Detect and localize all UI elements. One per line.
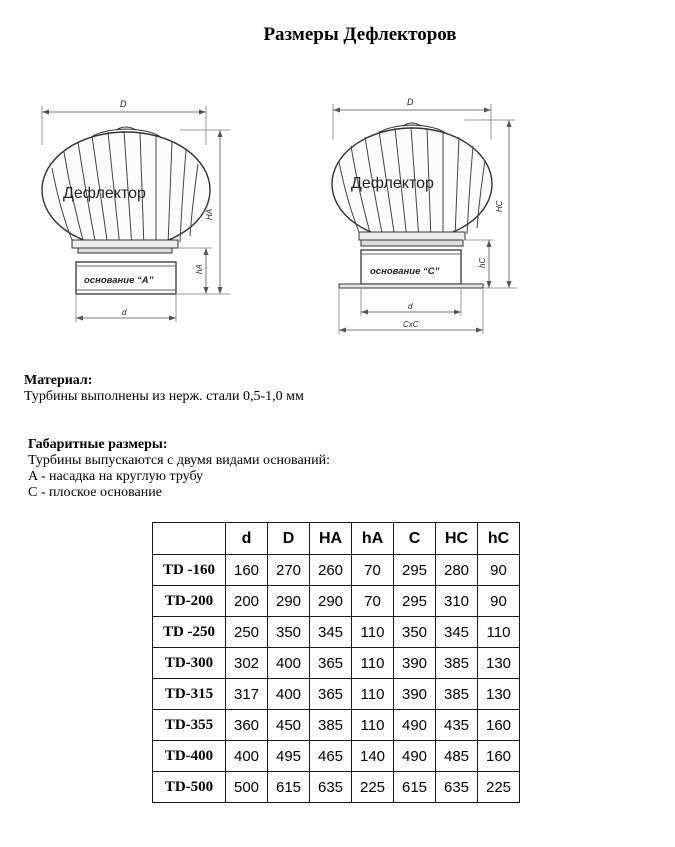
- table-cell: 310: [436, 586, 478, 617]
- table-cell: 160: [478, 710, 520, 741]
- table-cell: 615: [394, 772, 436, 803]
- dimensions-line: C - плоское основание: [28, 485, 162, 500]
- table-cell: 140: [352, 741, 394, 772]
- table-cell: 390: [394, 679, 436, 710]
- column-header: HA: [310, 523, 352, 555]
- table-cell: 345: [436, 617, 478, 648]
- table-cell: 450: [268, 710, 310, 741]
- table-cell: 110: [352, 679, 394, 710]
- table-cell: 110: [352, 648, 394, 679]
- dimensions-line: Турбины выпускаются с двумя видами оснований:: [28, 453, 331, 468]
- deflector-drawing-a: [30, 90, 230, 340]
- column-header: [153, 523, 226, 555]
- model-cell: TD -250: [153, 617, 226, 648]
- column-header: HC: [436, 523, 478, 555]
- table-cell: 160: [226, 555, 268, 586]
- model-cell: TD-200: [153, 586, 226, 617]
- table-row: [153, 617, 520, 648]
- table-cell: 70: [352, 586, 394, 617]
- table-cell: 70: [352, 555, 394, 586]
- table-cell: 225: [478, 772, 520, 803]
- table-cell: 250: [226, 617, 268, 648]
- table-row: [153, 772, 520, 803]
- table-cell: 490: [394, 741, 436, 772]
- table-cell: 280: [436, 555, 478, 586]
- material-heading: Материал:: [24, 373, 93, 388]
- table-cell: 350: [394, 617, 436, 648]
- table-cell: 90: [478, 586, 520, 617]
- table-row: [153, 679, 520, 710]
- model-cell: TD-355: [153, 710, 226, 741]
- deflector-drawing-c: [325, 90, 520, 340]
- dimensions-heading: Габаритные размеры:: [28, 437, 168, 452]
- table-cell: 130: [478, 648, 520, 679]
- turbine-label: Дефлектор: [63, 185, 146, 202]
- dim-label-CxC: CxC: [403, 320, 419, 329]
- table-cell: 485: [436, 741, 478, 772]
- dimensions-table: [152, 522, 520, 803]
- table-cell: 302: [226, 648, 268, 679]
- model-cell: TD-500: [153, 772, 226, 803]
- table-cell: 260: [310, 555, 352, 586]
- column-header: C: [394, 523, 436, 555]
- table-cell: 110: [478, 617, 520, 648]
- table-cell: 615: [268, 772, 310, 803]
- table-cell: 385: [436, 679, 478, 710]
- column-header: d: [226, 523, 268, 555]
- page-title: Размеры Дефлекторов: [263, 24, 457, 45]
- table-cell: 385: [436, 648, 478, 679]
- column-header: hC: [478, 523, 520, 555]
- table-cell: 270: [268, 555, 310, 586]
- dim-label-hA: hA: [195, 264, 204, 274]
- dim-label-D: D: [407, 97, 414, 107]
- table-cell: 160: [478, 741, 520, 772]
- deflector-c-svg: [325, 90, 520, 340]
- dimensions-section: [28, 437, 330, 501]
- table-row: [153, 586, 520, 617]
- table-cell: 350: [268, 617, 310, 648]
- table-cell: 390: [394, 648, 436, 679]
- table-cell: 465: [310, 741, 352, 772]
- table-row: [153, 555, 520, 586]
- table-header-row: [153, 523, 520, 555]
- model-cell: TD-300: [153, 648, 226, 679]
- table-cell: 435: [436, 710, 478, 741]
- dim-label-HA: HA: [205, 208, 214, 220]
- table-cell: 490: [394, 710, 436, 741]
- table-cell: 295: [394, 555, 436, 586]
- dim-label-d: d: [408, 302, 413, 311]
- table-row: [153, 741, 520, 772]
- material-text: Турбины выполнены из нерж. стали 0,5-1,0 мм: [24, 389, 304, 404]
- table-cell: 130: [478, 679, 520, 710]
- table-cell: 365: [310, 648, 352, 679]
- column-header: D: [268, 523, 310, 555]
- table-cell: 400: [226, 741, 268, 772]
- table-cell: 110: [352, 617, 394, 648]
- column-header: hA: [352, 523, 394, 555]
- table-cell: 635: [310, 772, 352, 803]
- deflector-a-svg: [30, 90, 230, 340]
- table-cell: 295: [394, 586, 436, 617]
- dim-label-hC: hC: [478, 257, 487, 268]
- base-label: основание “C”: [370, 266, 440, 277]
- table-cell: 495: [268, 741, 310, 772]
- table-cell: 400: [268, 679, 310, 710]
- dim-label-D: D: [120, 99, 127, 109]
- table-cell: 365: [310, 679, 352, 710]
- turbine-label: Дефлектор: [351, 175, 434, 192]
- table-cell: 200: [226, 586, 268, 617]
- table-cell: 360: [226, 710, 268, 741]
- table-cell: 225: [352, 772, 394, 803]
- table-cell: 635: [436, 772, 478, 803]
- table-cell: 290: [310, 586, 352, 617]
- table-cell: 110: [352, 710, 394, 741]
- table-cell: 385: [310, 710, 352, 741]
- table-cell: 500: [226, 772, 268, 803]
- table-cell: 290: [268, 586, 310, 617]
- table-cell: 317: [226, 679, 268, 710]
- table-cell: 345: [310, 617, 352, 648]
- table-row: [153, 710, 520, 741]
- model-cell: TD -160: [153, 555, 226, 586]
- base-label: основание “A”: [84, 275, 154, 286]
- dimensions-line: A - насадка на круглую трубу: [28, 469, 204, 484]
- dim-label-HC: HC: [495, 200, 504, 212]
- model-cell: TD-315: [153, 679, 226, 710]
- model-cell: TD-400: [153, 741, 226, 772]
- table-cell: 400: [268, 648, 310, 679]
- table-row: [153, 648, 520, 679]
- dim-label-d: d: [122, 308, 127, 317]
- table-cell: 90: [478, 555, 520, 586]
